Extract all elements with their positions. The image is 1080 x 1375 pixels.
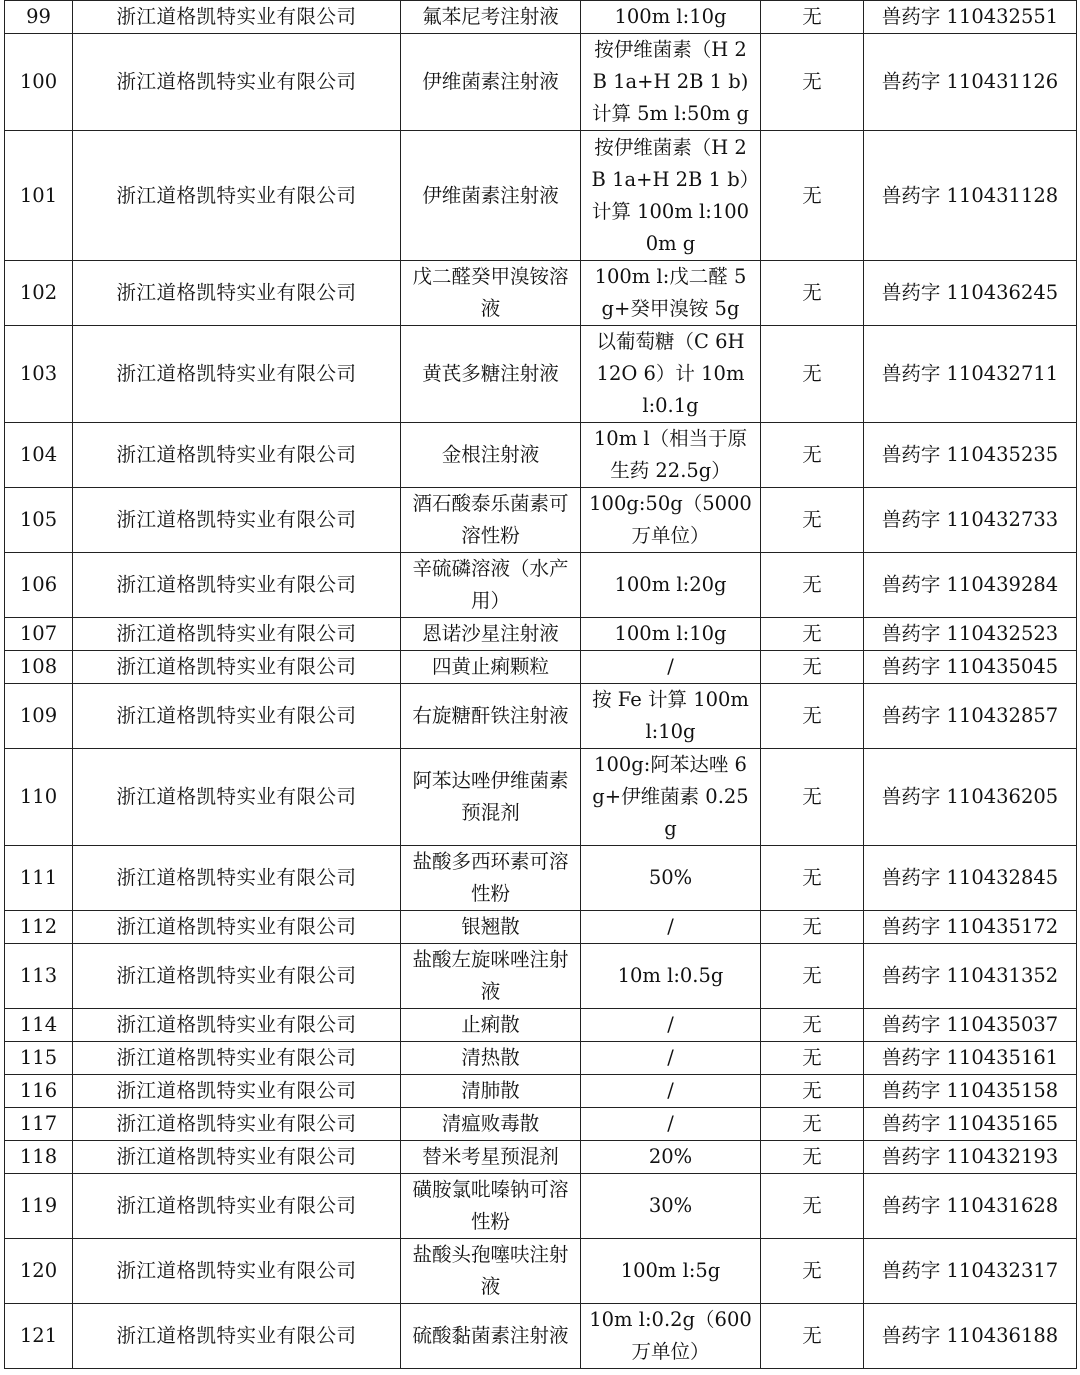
approval-number-cell: 兽药字 110431352: [864, 944, 1077, 1009]
approval-number-cell: 兽药字 110435158: [864, 1075, 1077, 1108]
row-number-cell: 112: [5, 911, 73, 944]
product-name-cell: 伊维菌素注射液: [401, 131, 581, 261]
company-cell: 浙江道格凯特实业有限公司: [73, 34, 401, 131]
flag-cell: 无: [761, 1009, 864, 1042]
product-name-cell: 戊二醛癸甲溴铵溶液: [401, 261, 581, 326]
flag-cell: 无: [761, 34, 864, 131]
specification-cell: /: [581, 1108, 761, 1141]
table-row: [5, 1174, 1077, 1239]
table-row: [5, 618, 1077, 651]
company-cell: 浙江道格凯特实业有限公司: [73, 1174, 401, 1239]
product-name-cell: 盐酸多西环素可溶性粉: [401, 846, 581, 911]
company-cell: 浙江道格凯特实业有限公司: [73, 423, 401, 488]
company-cell: 浙江道格凯特实业有限公司: [73, 326, 401, 423]
approval-number-cell: 兽药字 110439284: [864, 553, 1077, 618]
row-number-cell: 115: [5, 1042, 73, 1075]
row-number-cell: 106: [5, 553, 73, 618]
company-cell: 浙江道格凯特实业有限公司: [73, 553, 401, 618]
table-row: [5, 1, 1077, 34]
row-number-cell: 113: [5, 944, 73, 1009]
row-number-cell: 121: [5, 1304, 73, 1369]
product-name-cell: 银翘散: [401, 911, 581, 944]
approval-number-cell: 兽药字 110436245: [864, 261, 1077, 326]
product-name-cell: 盐酸左旋咪唑注射液: [401, 944, 581, 1009]
flag-cell: 无: [761, 131, 864, 261]
row-number-cell: 102: [5, 261, 73, 326]
row-number-cell: 117: [5, 1108, 73, 1141]
company-cell: 浙江道格凯特实业有限公司: [73, 488, 401, 553]
company-cell: 浙江道格凯特实业有限公司: [73, 944, 401, 1009]
flag-cell: 无: [761, 749, 864, 846]
specification-cell: /: [581, 1042, 761, 1075]
specification-cell: /: [581, 1075, 761, 1108]
company-cell: 浙江道格凯特实业有限公司: [73, 1042, 401, 1075]
row-number-cell: 114: [5, 1009, 73, 1042]
company-cell: 浙江道格凯特实业有限公司: [73, 651, 401, 684]
flag-cell: 无: [761, 1075, 864, 1108]
company-cell: 浙江道格凯特实业有限公司: [73, 1, 401, 34]
approval-number-cell: 兽药字 110435235: [864, 423, 1077, 488]
table-row: [5, 1009, 1077, 1042]
row-number-cell: 110: [5, 749, 73, 846]
row-number-cell: 101: [5, 131, 73, 261]
table-row: [5, 651, 1077, 684]
product-name-cell: 阿苯达唑伊维菌素预混剂: [401, 749, 581, 846]
row-number-cell: 111: [5, 846, 73, 911]
specification-cell: 10m l:0.2g（600 万单位）: [581, 1304, 761, 1369]
approval-number-cell: 兽药字 110432711: [864, 326, 1077, 423]
flag-cell: 无: [761, 911, 864, 944]
approval-number-cell: 兽药字 110432857: [864, 684, 1077, 749]
table-row: [5, 261, 1077, 326]
table-row: [5, 553, 1077, 618]
row-number-cell: 99: [5, 1, 73, 34]
approval-number-cell: 兽药字 110432551: [864, 1, 1077, 34]
flag-cell: 无: [761, 1, 864, 34]
specification-cell: 50%: [581, 846, 761, 911]
approval-number-cell: 兽药字 110432317: [864, 1239, 1077, 1304]
flag-cell: 无: [761, 553, 864, 618]
company-cell: 浙江道格凯特实业有限公司: [73, 1304, 401, 1369]
approval-number-cell: 兽药字 110436205: [864, 749, 1077, 846]
specification-cell: 10m l:0.5g: [581, 944, 761, 1009]
approval-number-cell: 兽药字 110432733: [864, 488, 1077, 553]
table-row: [5, 34, 1077, 131]
row-number-cell: 109: [5, 684, 73, 749]
company-cell: 浙江道格凯特实业有限公司: [73, 911, 401, 944]
row-number-cell: 119: [5, 1174, 73, 1239]
flag-cell: 无: [761, 326, 864, 423]
specification-cell: /: [581, 911, 761, 944]
flag-cell: 无: [761, 651, 864, 684]
company-cell: 浙江道格凯特实业有限公司: [73, 684, 401, 749]
specification-cell: 100m l:10g: [581, 618, 761, 651]
specification-cell: /: [581, 651, 761, 684]
table-row: [5, 846, 1077, 911]
product-name-cell: 恩诺沙星注射液: [401, 618, 581, 651]
approval-number-cell: 兽药字 110435161: [864, 1042, 1077, 1075]
table-row: [5, 326, 1077, 423]
approval-number-cell: 兽药字 110435037: [864, 1009, 1077, 1042]
row-number-cell: 118: [5, 1141, 73, 1174]
company-cell: 浙江道格凯特实业有限公司: [73, 131, 401, 261]
table-row: [5, 1141, 1077, 1174]
specification-cell: 按伊维菌素（H 2B 1a+H 2B 1 b）计算 100m l:1000m g: [581, 131, 761, 261]
table-row: [5, 1304, 1077, 1369]
flag-cell: 无: [761, 488, 864, 553]
specification-cell: 以葡萄糖（C 6H 12O 6）计 10m l:0.1g: [581, 326, 761, 423]
product-name-cell: 硫酸黏菌素注射液: [401, 1304, 581, 1369]
product-name-cell: 盐酸头孢噻呋注射液: [401, 1239, 581, 1304]
specification-cell: /: [581, 1009, 761, 1042]
flag-cell: 无: [761, 261, 864, 326]
product-name-cell: 酒石酸泰乐菌素可溶性粉: [401, 488, 581, 553]
flag-cell: 无: [761, 684, 864, 749]
specification-cell: 100g:50g（5000 万单位）: [581, 488, 761, 553]
specification-cell: 30%: [581, 1174, 761, 1239]
flag-cell: 无: [761, 423, 864, 488]
company-cell: 浙江道格凯特实业有限公司: [73, 749, 401, 846]
row-number-cell: 105: [5, 488, 73, 553]
product-name-cell: 辛硫磷溶液（水产用）: [401, 553, 581, 618]
table-row: [5, 1042, 1077, 1075]
table-row: [5, 684, 1077, 749]
approval-number-cell: 兽药字 110431128: [864, 131, 1077, 261]
approval-number-cell: 兽药字 110435165: [864, 1108, 1077, 1141]
product-name-cell: 伊维菌素注射液: [401, 34, 581, 131]
flag-cell: 无: [761, 618, 864, 651]
approval-number-cell: 兽药字 110431126: [864, 34, 1077, 131]
product-name-cell: 清热散: [401, 1042, 581, 1075]
specification-cell: 100m l:20g: [581, 553, 761, 618]
company-cell: 浙江道格凯特实业有限公司: [73, 1239, 401, 1304]
product-name-cell: 黄芪多糖注射液: [401, 326, 581, 423]
row-number-cell: 120: [5, 1239, 73, 1304]
table-row: [5, 423, 1077, 488]
company-cell: 浙江道格凯特实业有限公司: [73, 1075, 401, 1108]
row-number-cell: 116: [5, 1075, 73, 1108]
specification-cell: 100m l:戊二醛 5g+癸甲溴铵 5g: [581, 261, 761, 326]
approval-number-cell: 兽药字 110432523: [864, 618, 1077, 651]
flag-cell: 无: [761, 1141, 864, 1174]
specification-cell: 按伊维菌素（H 2B 1a+H 2B 1 b)计算 5m l:50m g: [581, 34, 761, 131]
flag-cell: 无: [761, 1304, 864, 1369]
table-row: [5, 944, 1077, 1009]
flag-cell: 无: [761, 944, 864, 1009]
company-cell: 浙江道格凯特实业有限公司: [73, 1009, 401, 1042]
row-number-cell: 104: [5, 423, 73, 488]
table-row: [5, 131, 1077, 261]
approval-number-cell: 兽药字 110431628: [864, 1174, 1077, 1239]
company-cell: 浙江道格凯特实业有限公司: [73, 261, 401, 326]
flag-cell: 无: [761, 1239, 864, 1304]
product-name-cell: 清瘟败毒散: [401, 1108, 581, 1141]
flag-cell: 无: [761, 1108, 864, 1141]
flag-cell: 无: [761, 1174, 864, 1239]
table-row: [5, 749, 1077, 846]
specification-cell: 100m l:10g: [581, 1, 761, 34]
product-name-cell: 金根注射液: [401, 423, 581, 488]
specification-cell: 10m l（相当于原生药 22.5g）: [581, 423, 761, 488]
product-name-cell: 右旋糖酐铁注射液: [401, 684, 581, 749]
product-name-cell: 止痢散: [401, 1009, 581, 1042]
specification-cell: 20%: [581, 1141, 761, 1174]
approval-number-cell: 兽药字 110436188: [864, 1304, 1077, 1369]
table-row: [5, 1108, 1077, 1141]
specification-cell: 100g:阿苯达唑 6g+伊维菌素 0.25g: [581, 749, 761, 846]
flag-cell: 无: [761, 846, 864, 911]
row-number-cell: 103: [5, 326, 73, 423]
product-name-cell: 四黄止痢颗粒: [401, 651, 581, 684]
company-cell: 浙江道格凯特实业有限公司: [73, 846, 401, 911]
table-row: [5, 488, 1077, 553]
table-body: [5, 1, 1077, 1369]
specification-cell: 按 Fe 计算 100m l:10g: [581, 684, 761, 749]
row-number-cell: 108: [5, 651, 73, 684]
approval-number-cell: 兽药字 110435172: [864, 911, 1077, 944]
table-row: [5, 1239, 1077, 1304]
flag-cell: 无: [761, 1042, 864, 1075]
product-name-cell: 清肺散: [401, 1075, 581, 1108]
product-name-cell: 替米考星预混剂: [401, 1141, 581, 1174]
table-row: [5, 911, 1077, 944]
table-row: [5, 1075, 1077, 1108]
row-number-cell: 100: [5, 34, 73, 131]
approval-number-cell: 兽药字 110432845: [864, 846, 1077, 911]
product-name-cell: 磺胺氯吡嗪钠可溶性粉: [401, 1174, 581, 1239]
product-name-cell: 氟苯尼考注射液: [401, 1, 581, 34]
approval-number-cell: 兽药字 110432193: [864, 1141, 1077, 1174]
specification-cell: 100m l:5g: [581, 1239, 761, 1304]
row-number-cell: 107: [5, 618, 73, 651]
approval-number-cell: 兽药字 110435045: [864, 651, 1077, 684]
company-cell: 浙江道格凯特实业有限公司: [73, 1141, 401, 1174]
company-cell: 浙江道格凯特实业有限公司: [73, 1108, 401, 1141]
company-cell: 浙江道格凯特实业有限公司: [73, 618, 401, 651]
product-table: [4, 0, 1077, 1369]
